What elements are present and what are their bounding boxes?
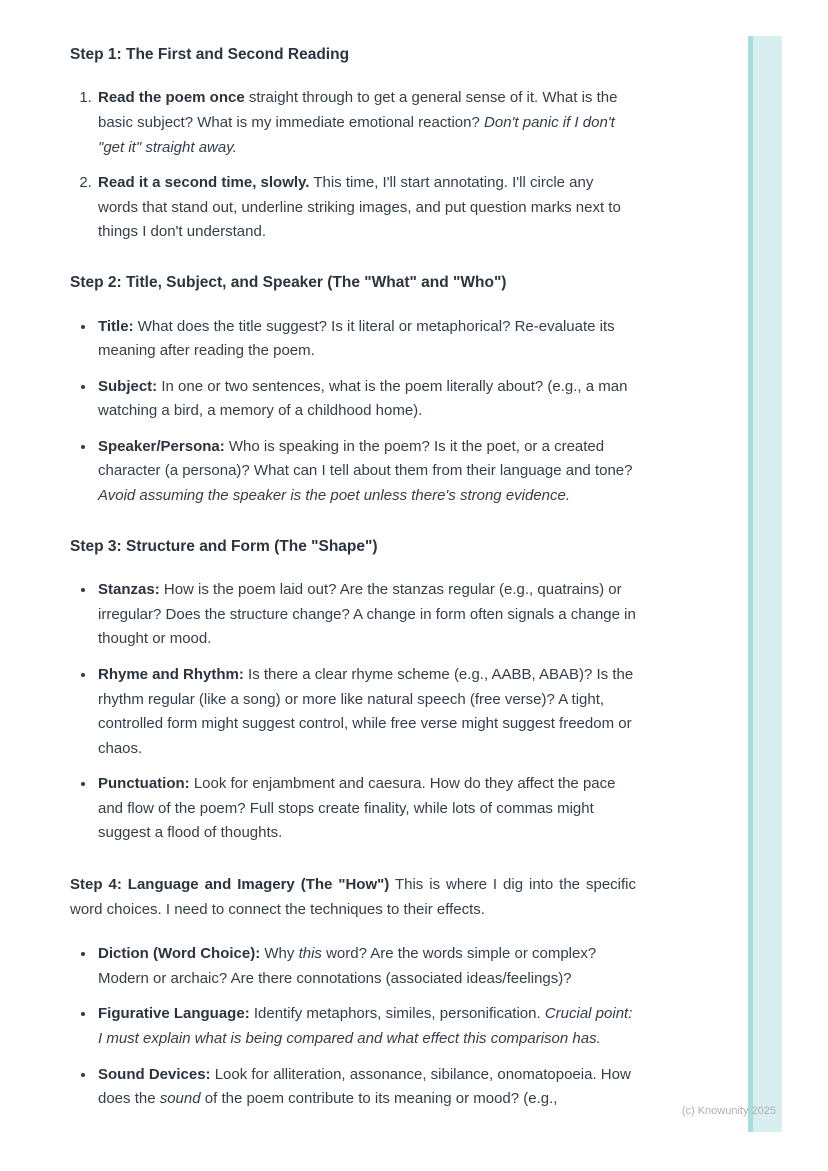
section-heading: Step 1: The First and Second Reading: [70, 46, 350, 63]
italic-text-segment: Avoid assuming the speaker is the poet unless there's strong evidence.: [98, 487, 571, 505]
normal-text-segment: word? Are the words simple or complex? Modern or archaic? Are there connotations (associated ideas/feelings)?: [98, 945, 597, 987]
decorative-stripe-band: [753, 36, 782, 1132]
italic-text-segment: Crucial point: I must explain what is being compared and what effect this comparison has.: [98, 1005, 633, 1048]
list-item: [96, 86, 636, 160]
decorative-stripe: [748, 36, 782, 1132]
bold-text-segment: Read the poem once: [98, 89, 245, 107]
bullet-list: [70, 315, 636, 509]
watermark: (c) Knowunity 2025: [681, 1105, 776, 1117]
section-heading: Step 3: Structure and Form (The "Shape"): [70, 537, 378, 555]
bullet-list: [70, 578, 636, 846]
normal-text-segment: How is the poem laid out? Are the stanzas regular (e.g., quatrains) or irregular? Does the structure change? A change in form often signals a change in thought or mood.: [98, 581, 636, 648]
list-item: [96, 663, 636, 761]
section-heading-inline: Step 4: Language and Imagery (The "How"): [70, 876, 390, 894]
list-item: [96, 578, 636, 652]
list-item: [96, 1002, 636, 1051]
normal-text-segment: Who is speaking in the poem? Is it the poet, or a created character (a persona)? What can I tell about them from their language and tone?: [98, 437, 633, 480]
bold-text-segment: Rhyme and Rhythm:: [98, 665, 244, 683]
italic-text-segment: Don't panic if I don't "get it" straight away.: [98, 114, 615, 156]
bold-text-segment: Diction (Word Choice):: [98, 945, 261, 963]
normal-text-segment: This time, I'll start annotating. I'll circle any words that stand out, underline striking images, and put question marks next to things I don't understand.: [98, 174, 621, 241]
list-item: [96, 942, 636, 991]
list-item: [96, 1063, 636, 1112]
bullet-list: [70, 942, 636, 1112]
section-heading: Step 2: Title, Subject, and Speaker (The "What" and "Who"): [70, 274, 507, 292]
bold-text-segment: Stanzas:: [98, 581, 160, 599]
normal-text-segment: Identify metaphors, similes, personification.: [249, 1005, 545, 1023]
list-item: [96, 171, 636, 245]
bold-text-segment: Subject:: [98, 377, 158, 395]
bold-text-segment: Figurative Language:: [98, 1005, 250, 1023]
normal-text-segment: Why: [260, 945, 299, 963]
normal-text-segment: straight through to get a general sense of it. What is the basic subject? What is my immediate emotional reaction?: [98, 89, 618, 132]
bold-text-segment: Sound Devices:: [98, 1065, 211, 1083]
normal-text-segment: Is there a clear rhyme scheme (e.g., AABB, ABAB)? Is the rhythm regular (like a song) or more like natural speech (free verse)? A tight, controlled form might suggest control, while free verse might suggest freedom or chaos.: [98, 665, 634, 757]
bold-text-segment: Read it a second time, slowly.: [98, 174, 310, 192]
section-heading-paragraph: Step 4: Language and Imagery (The "How") This is where I dig into the specific word choices. I need to connect the techniques to their effects.: [70, 876, 636, 918]
normal-text-segment: What does the title suggest? Is it literal or metaphorical? Re-evaluate its meaning after reading the poem.: [98, 317, 615, 360]
list-item: [96, 315, 636, 364]
normal-text-segment: In one or two sentences, what is the poem literally about? (e.g., a man watching a bird, a memory of a childhood home).: [98, 377, 628, 420]
document-content: [70, 44, 636, 1123]
normal-text-segment: of the poem contribute to its meaning or mood? (e.g.,: [200, 1090, 558, 1108]
list-item: [96, 435, 636, 509]
italic-text-segment: sound: [159, 1090, 201, 1108]
bold-text-segment: Speaker/Persona:: [98, 437, 225, 455]
list-item: [96, 375, 636, 424]
ordered-list: [70, 86, 636, 245]
bold-text-segment: Punctuation:: [98, 775, 190, 793]
list-item: [96, 772, 636, 846]
italic-text-segment: this: [298, 945, 322, 963]
normal-text-segment: Look for alliteration, assonance, sibilance, onomatopoeia. How does the: [98, 1065, 631, 1108]
normal-text-segment: Look for enjambment and caesura. How do they affect the pace and flow of the poem? Full stops create finality, while lots of commas might suggest a flood of thoughts.: [98, 775, 616, 842]
bold-text-segment: Title:: [98, 317, 134, 335]
